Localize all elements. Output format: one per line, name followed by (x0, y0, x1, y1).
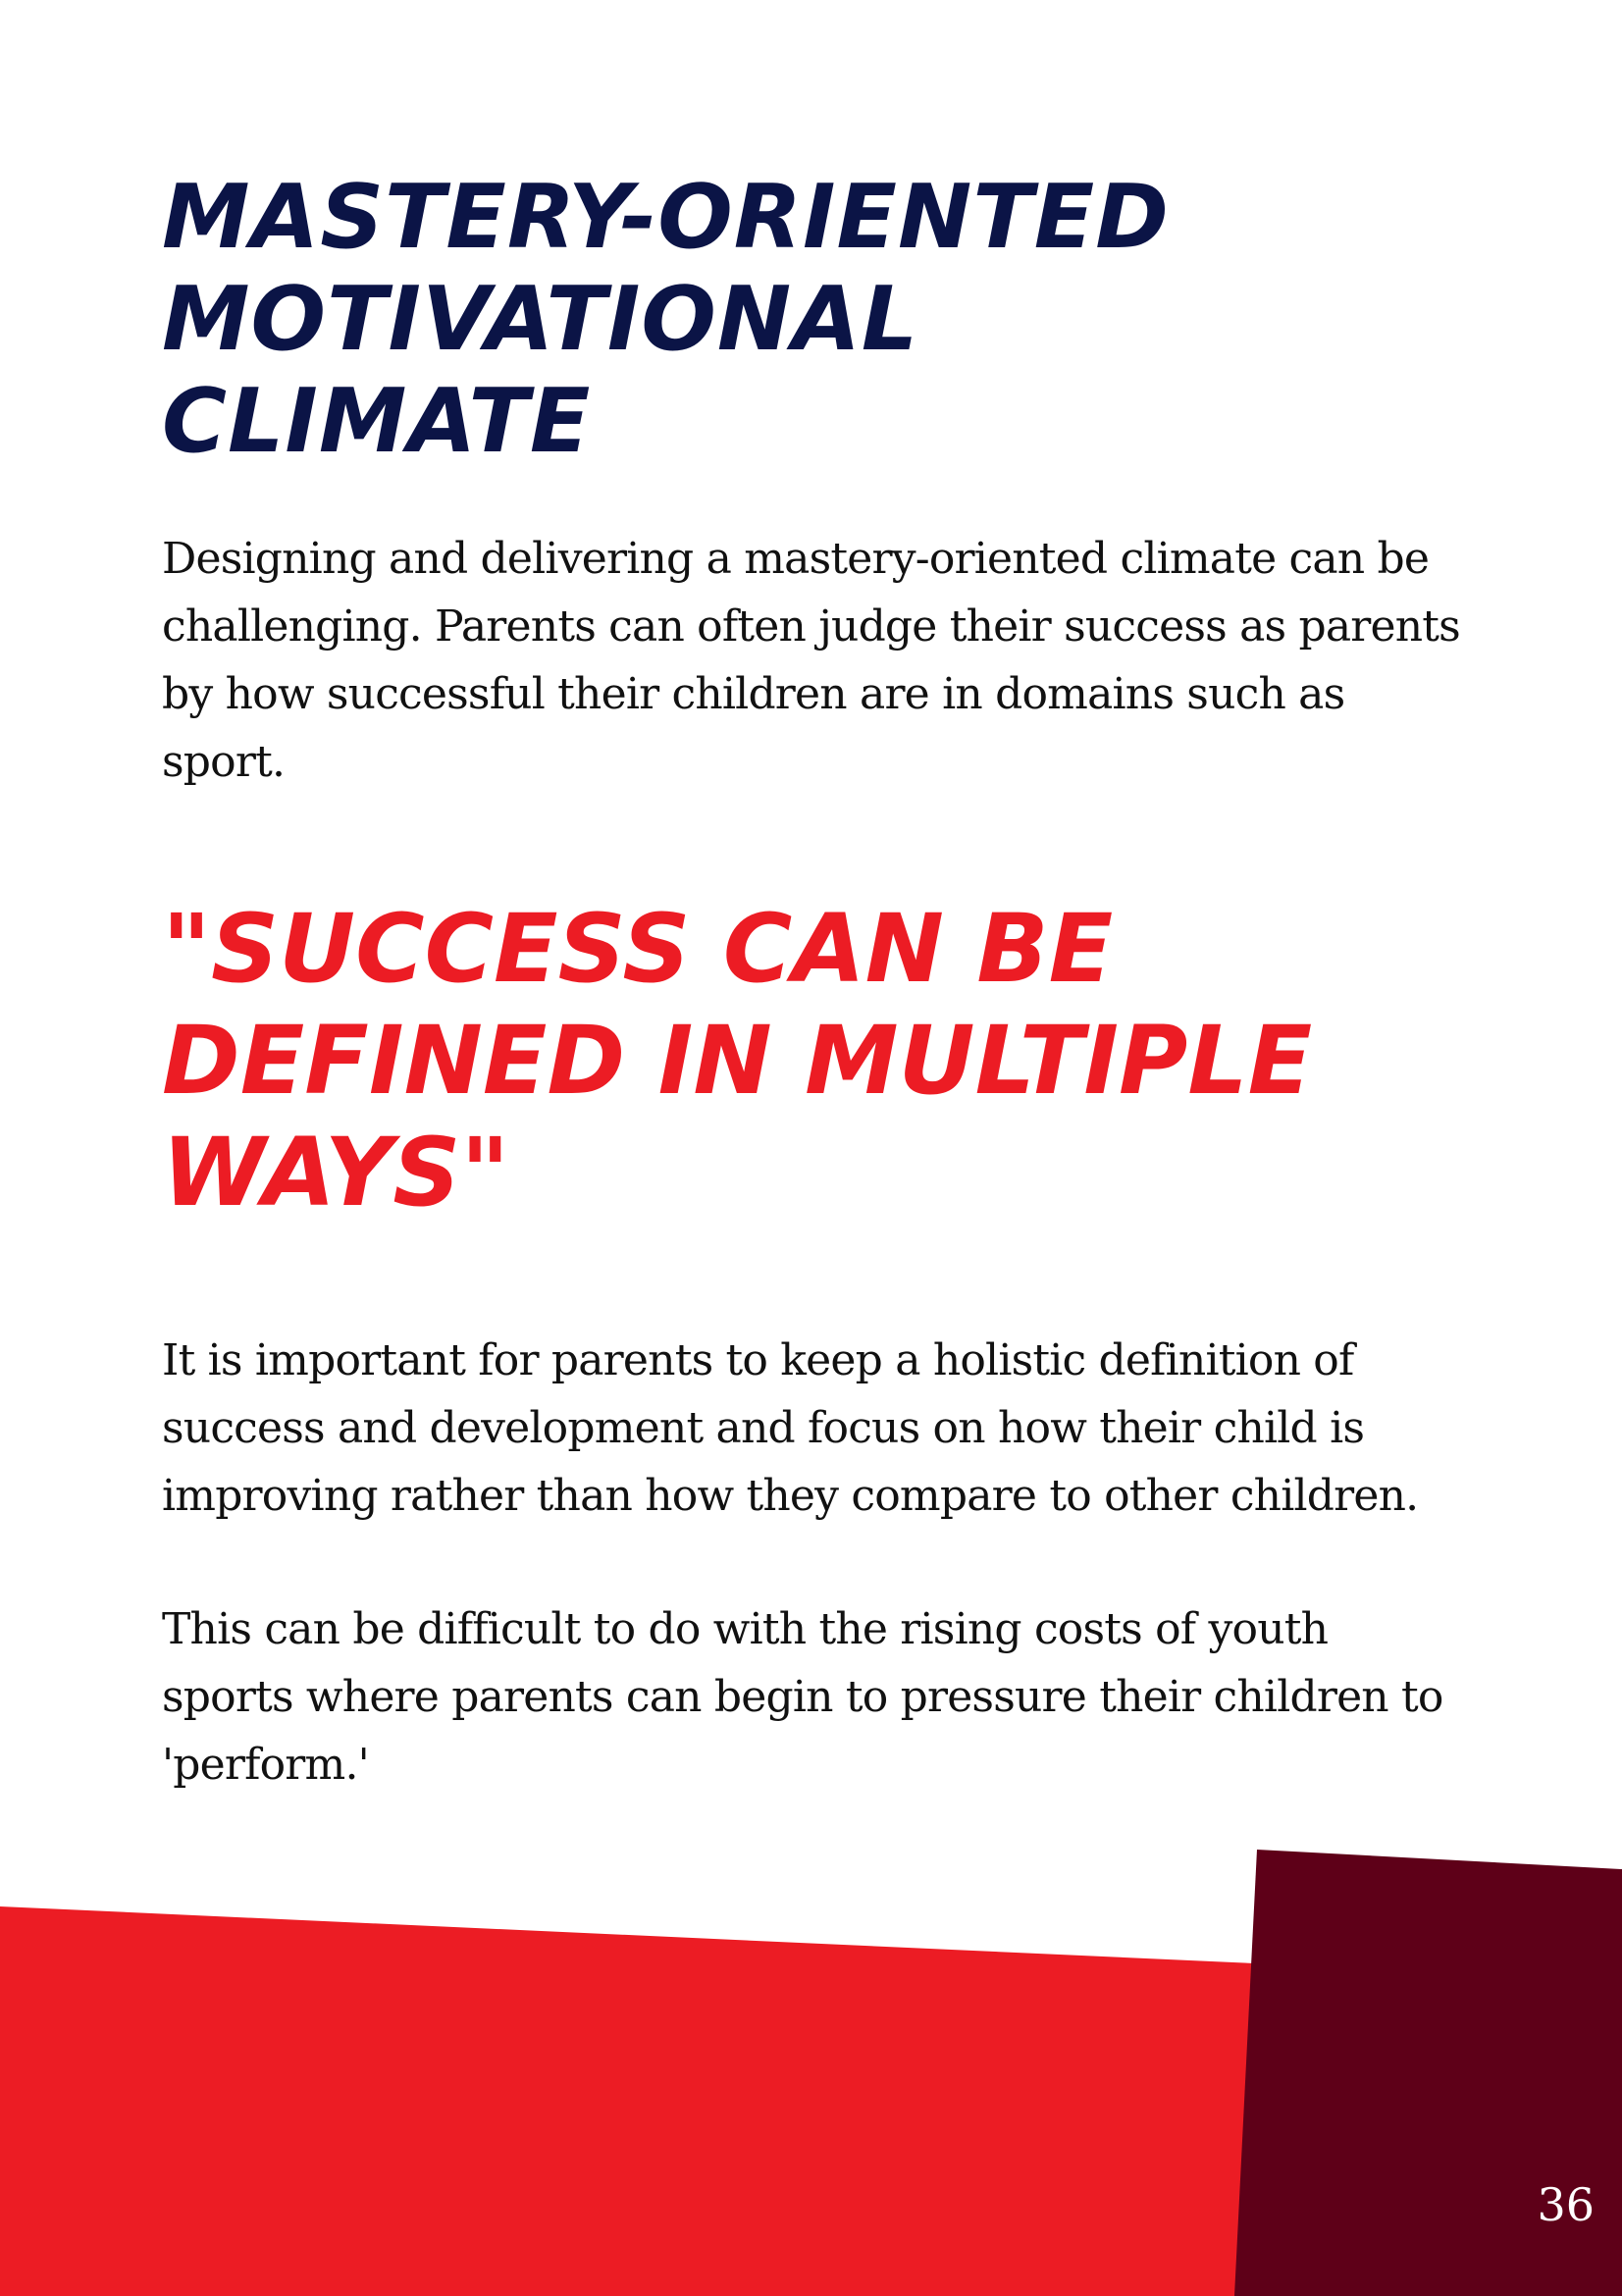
page-number: 36 (1537, 2178, 1595, 2231)
body-line: sports where parents can begin to pressure their children to (162, 1672, 1443, 1722)
quote-line: DEFINED IN MULTIPLE (162, 1006, 1313, 1116)
body-line: This can be difficult to do with the rising costs of youth (162, 1604, 1329, 1654)
intro-line: challenging. Parents can often judge their success as parents (162, 601, 1460, 652)
quote-line: "SUCCESS CAN BE (162, 894, 1114, 1004)
title-line: MASTERY-ORIENTED (162, 166, 1170, 269)
body-line: 'perform.' (162, 1740, 369, 1790)
body-line: It is important for parents to keep a holistic definition of (162, 1335, 1354, 1385)
intro-line: by how successful their children are in domains such as (162, 669, 1345, 719)
intro-line: sport. (162, 737, 286, 787)
quote-line: WAYS" (162, 1118, 510, 1227)
title-line: CLIMATE (162, 370, 592, 473)
intro-line: Designing and delivering a mastery-oriented climate can be (162, 534, 1430, 584)
body-line: improving rather than how they compare to other children. (162, 1471, 1419, 1521)
title-line: MOTIVATIONAL (162, 268, 919, 371)
body-line: success and development and focus on how their child is (162, 1403, 1365, 1453)
